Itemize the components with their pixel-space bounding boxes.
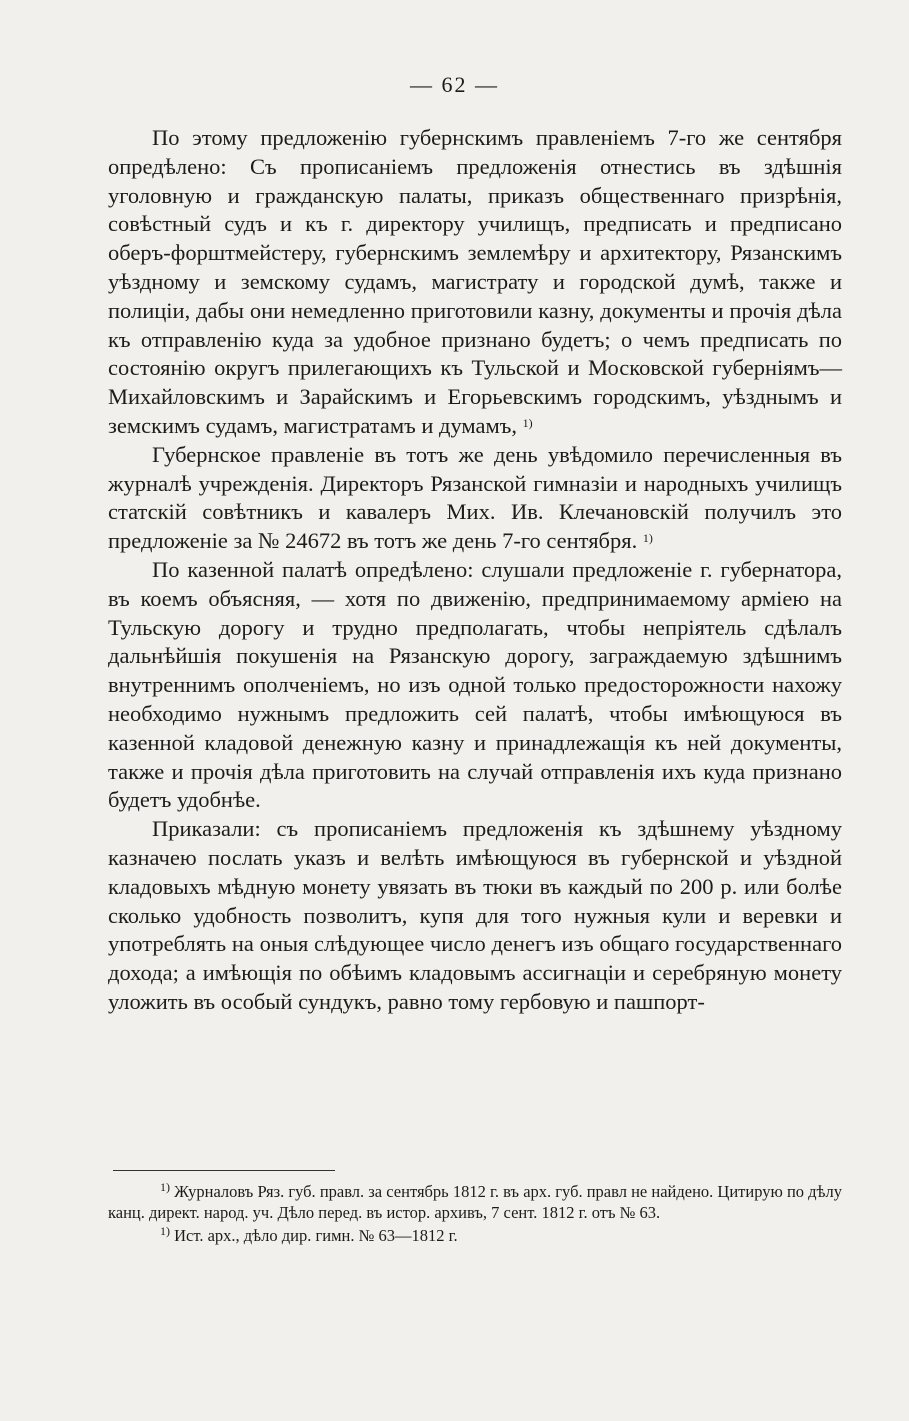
paragraph [108, 124, 842, 441]
paragraph [108, 556, 842, 815]
paragraph-text: Губернское правленіе въ тотъ же день увѣдомило перечисленныя въ журналѣ учрежденія. Директоръ Рязанской гимназіи и народныхъ училищъ статскій совѣтникъ и кавалеръ Мих. Ив. Клечановскій получилъ это предложеніе за № 24672 въ тотъ же день 7-го сентября. [108, 441, 842, 554]
footnote-text: Журналовъ Ряз. губ. правл. за сентябрь 1812 г. въ арх. губ. правл не найдено. Цитирую по дѣлу канц. директ. народ. уч. Дѣло перед. въ истор. архивъ, 7 сент. 1812 г. отъ № 63. [108, 1182, 842, 1222]
footnotes [108, 1181, 842, 1248]
main-text [108, 124, 842, 1017]
paragraph [108, 441, 842, 556]
paragraph-text: Приказали: съ прописаніемъ предложенія къ здѣшнему уѣздному казначею послать указъ и велѣть имѣющуюся въ губернской и уѣздной кладовыхъ мѣдную монету увязать въ тюки въ каждый по 200 р. или болѣе сколько удобность позволитъ, купя для того нужныя кули и веревки и употреблять на оныя слѣдующее число денегъ изъ общаго государственнаго дохода; а имѣющія по обѣимъ кладовымъ ассигнаціи и серебряную монету уложить въ особый сундукъ, равно тому гербовую и пашпорт- [108, 816, 842, 1014]
footnote-text: Ист. арх., дѣло дир. гимн. № 63—1812 г. [174, 1226, 458, 1245]
footnote-mark: 1) [160, 1224, 170, 1238]
footnote [108, 1181, 842, 1223]
footnote [108, 1225, 842, 1246]
paragraph [108, 815, 842, 1017]
footnote-mark: 1) [160, 1180, 170, 1194]
footnote-ref: 1) [642, 531, 653, 546]
footnote-ref: 1) [522, 415, 533, 430]
footnote-divider [113, 1170, 335, 1171]
page-number: — 62 — [410, 72, 499, 97]
paragraph-text: По казенной палатѣ опредѣлено: слушали предложеніе г. губернатора, въ коемъ объясняя, — хотя по движенію, предпринимаемому арміею на Тульскую дорогу и трудно предполагать, чтобы непріятель сдѣлалъ дальнѣйшія покушенія на Рязанскую дорогу, заграждаемую здѣшнимъ внутреннимъ ополченіемъ, но изъ одной только предосторожности нахожу необходимо нужнымъ предложить сей палатѣ, чтобы имѣющуюся въ казенной кладовой денежную казну и принадлежащія къ ней документы, также и прочія дѣла приготовить на случай отправленія ихъ куда признано будетъ удобнѣе. [108, 556, 842, 813]
paragraph-text: По этому предложенію губернскимъ правленіемъ 7-го же сентября опредѣлено: Съ прописаніемъ предложенія отнестись въ здѣшнія уголовную и гражданскую палаты, приказъ общественнаго призрѣнія, совѣстный судъ и къ г. директору училищъ, предписать и предписано оберъ-форштмейстеру, губернскимъ землемѣру и архитектору, Рязанскимъ уѣздному и земскому судамъ, магистрату и городской думѣ, также и полиціи, дабы они немедленно приготовили казну, документы и прочія дѣла къ отправленію куда за удобное признано будетъ; о чемъ предписать по состоянію округъ прилегающихъ къ Тульской и Московской губерніямъ—Михайловскимъ и Зарайскимъ и Егорьевскимъ городскимъ, уѣзднымъ и земскимъ судамъ, магистратамъ и думамъ, [108, 125, 842, 438]
